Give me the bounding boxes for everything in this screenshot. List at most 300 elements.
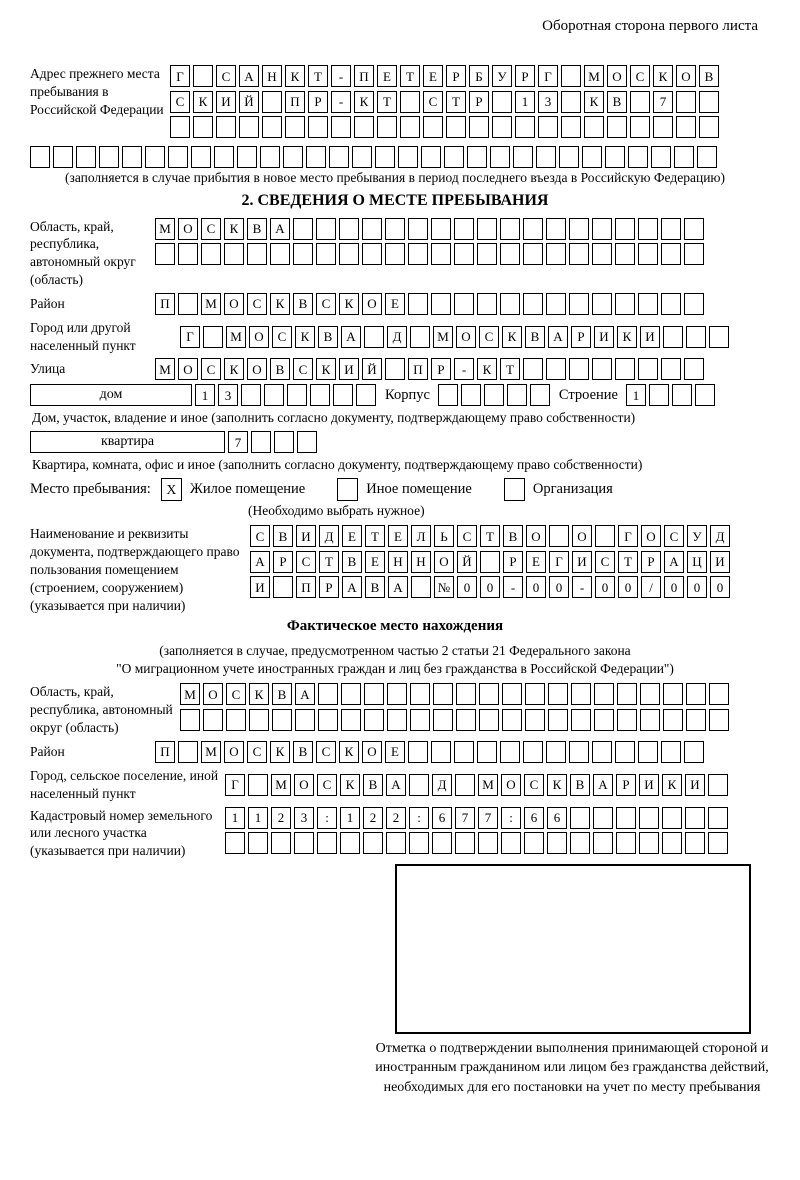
- char-box[interactable]: 6: [432, 807, 452, 829]
- char-box[interactable]: П: [354, 65, 374, 87]
- char-box[interactable]: С: [201, 218, 221, 240]
- char-box[interactable]: [479, 709, 499, 731]
- char-box[interactable]: К: [270, 293, 290, 315]
- char-box[interactable]: :: [317, 807, 337, 829]
- char-box[interactable]: [251, 431, 271, 453]
- char-box[interactable]: [638, 358, 658, 380]
- char-box[interactable]: [400, 91, 420, 113]
- char-box[interactable]: [615, 293, 635, 315]
- char-box[interactable]: Д: [432, 774, 452, 796]
- char-box[interactable]: [432, 832, 452, 854]
- char-box[interactable]: В: [318, 326, 338, 348]
- char-box[interactable]: [607, 116, 627, 138]
- char-box[interactable]: [318, 683, 338, 705]
- char-box[interactable]: [593, 832, 613, 854]
- char-box[interactable]: [239, 116, 259, 138]
- char-box[interactable]: [273, 576, 293, 598]
- char-box[interactable]: У: [687, 525, 707, 547]
- char-box[interactable]: В: [503, 525, 523, 547]
- char-box[interactable]: [684, 243, 704, 265]
- char-box[interactable]: О: [501, 774, 521, 796]
- char-box[interactable]: Й: [239, 91, 259, 113]
- char-box[interactable]: О: [456, 326, 476, 348]
- char-box[interactable]: [569, 358, 589, 380]
- char-box[interactable]: К: [617, 326, 637, 348]
- char-box[interactable]: Р: [446, 65, 466, 87]
- char-box[interactable]: А: [664, 551, 684, 573]
- char-box[interactable]: [216, 116, 236, 138]
- char-box[interactable]: [283, 146, 303, 168]
- char-box[interactable]: [201, 243, 221, 265]
- char-box[interactable]: [507, 384, 527, 406]
- char-box[interactable]: [593, 807, 613, 829]
- char-box[interactable]: [331, 116, 351, 138]
- char-box[interactable]: К: [340, 774, 360, 796]
- char-box[interactable]: И: [710, 551, 730, 573]
- char-box[interactable]: [684, 293, 704, 315]
- char-box[interactable]: [316, 218, 336, 240]
- char-box[interactable]: [287, 384, 307, 406]
- char-box[interactable]: [339, 243, 359, 265]
- char-box[interactable]: О: [676, 65, 696, 87]
- char-box[interactable]: [461, 384, 481, 406]
- char-box[interactable]: [444, 146, 464, 168]
- char-box[interactable]: №: [434, 576, 454, 598]
- char-box[interactable]: [546, 741, 566, 763]
- char-box[interactable]: [260, 146, 280, 168]
- char-box[interactable]: К: [584, 91, 604, 113]
- char-box[interactable]: С: [423, 91, 443, 113]
- char-box[interactable]: [285, 116, 305, 138]
- char-box[interactable]: [446, 116, 466, 138]
- char-box[interactable]: Т: [365, 525, 385, 547]
- char-box[interactable]: [584, 116, 604, 138]
- char-box[interactable]: 3: [218, 384, 238, 406]
- char-box[interactable]: [99, 146, 119, 168]
- char-box[interactable]: С: [316, 293, 336, 315]
- char-box[interactable]: [455, 774, 475, 796]
- char-box[interactable]: О: [294, 774, 314, 796]
- char-box[interactable]: Д: [387, 326, 407, 348]
- char-box[interactable]: [500, 243, 520, 265]
- char-box[interactable]: [615, 741, 635, 763]
- char-box[interactable]: [387, 683, 407, 705]
- char-box[interactable]: 3: [538, 91, 558, 113]
- char-box[interactable]: [515, 116, 535, 138]
- char-box[interactable]: 0: [710, 576, 730, 598]
- char-box[interactable]: Т: [308, 65, 328, 87]
- char-box[interactable]: [686, 709, 706, 731]
- char-box[interactable]: С: [595, 551, 615, 573]
- char-box[interactable]: [433, 709, 453, 731]
- char-box[interactable]: 0: [526, 576, 546, 598]
- char-box[interactable]: В: [570, 774, 590, 796]
- char-box[interactable]: [570, 832, 590, 854]
- char-box[interactable]: А: [239, 65, 259, 87]
- char-box[interactable]: 1: [195, 384, 215, 406]
- char-box[interactable]: К: [502, 326, 522, 348]
- char-box[interactable]: [168, 146, 188, 168]
- char-box[interactable]: С: [170, 91, 190, 113]
- char-box[interactable]: [364, 683, 384, 705]
- char-box[interactable]: [661, 741, 681, 763]
- char-box[interactable]: К: [285, 65, 305, 87]
- char-box[interactable]: [272, 709, 292, 731]
- char-box[interactable]: [364, 326, 384, 348]
- char-box[interactable]: [248, 832, 268, 854]
- char-box[interactable]: [684, 218, 704, 240]
- char-box[interactable]: [76, 146, 96, 168]
- char-box[interactable]: К: [193, 91, 213, 113]
- char-box[interactable]: [651, 146, 671, 168]
- char-box[interactable]: 1: [225, 807, 245, 829]
- char-box[interactable]: С: [247, 293, 267, 315]
- char-box[interactable]: Р: [308, 91, 328, 113]
- char-box[interactable]: [274, 431, 294, 453]
- char-box[interactable]: М: [180, 683, 200, 705]
- char-box[interactable]: [708, 774, 728, 796]
- char-box[interactable]: [411, 576, 431, 598]
- stay-type-checkbox-organization[interactable]: [504, 478, 525, 501]
- char-box[interactable]: :: [409, 807, 429, 829]
- char-box[interactable]: [431, 243, 451, 265]
- char-box[interactable]: [224, 243, 244, 265]
- char-box[interactable]: [674, 146, 694, 168]
- char-box[interactable]: [546, 293, 566, 315]
- char-box[interactable]: [492, 116, 512, 138]
- char-box[interactable]: К: [354, 91, 374, 113]
- char-box[interactable]: [410, 683, 430, 705]
- char-box[interactable]: [170, 116, 190, 138]
- char-box[interactable]: А: [250, 551, 270, 573]
- char-box[interactable]: [663, 709, 683, 731]
- char-box[interactable]: [638, 741, 658, 763]
- char-box[interactable]: [569, 218, 589, 240]
- char-box[interactable]: [569, 741, 589, 763]
- char-box[interactable]: [663, 683, 683, 705]
- char-box[interactable]: И: [296, 525, 316, 547]
- char-box[interactable]: [640, 683, 660, 705]
- char-box[interactable]: Р: [515, 65, 535, 87]
- char-box[interactable]: [661, 218, 681, 240]
- char-box[interactable]: 0: [480, 576, 500, 598]
- char-box[interactable]: К: [316, 358, 336, 380]
- char-box[interactable]: А: [270, 218, 290, 240]
- char-box[interactable]: Р: [431, 358, 451, 380]
- char-box[interactable]: [502, 683, 522, 705]
- char-box[interactable]: [523, 741, 543, 763]
- char-box[interactable]: [546, 243, 566, 265]
- char-box[interactable]: Т: [377, 91, 397, 113]
- char-box[interactable]: [409, 774, 429, 796]
- char-box[interactable]: Т: [480, 525, 500, 547]
- char-box[interactable]: [178, 243, 198, 265]
- char-box[interactable]: [340, 832, 360, 854]
- char-box[interactable]: П: [408, 358, 428, 380]
- char-box[interactable]: [561, 65, 581, 87]
- char-box[interactable]: [433, 683, 453, 705]
- char-box[interactable]: [638, 243, 658, 265]
- char-box[interactable]: [477, 741, 497, 763]
- char-box[interactable]: [676, 116, 696, 138]
- char-box[interactable]: [356, 384, 376, 406]
- char-box[interactable]: И: [594, 326, 614, 348]
- char-box[interactable]: [490, 146, 510, 168]
- char-box[interactable]: С: [293, 358, 313, 380]
- char-box[interactable]: С: [216, 65, 236, 87]
- char-box[interactable]: -: [454, 358, 474, 380]
- char-box[interactable]: А: [548, 326, 568, 348]
- char-box[interactable]: Н: [411, 551, 431, 573]
- char-box[interactable]: [317, 832, 337, 854]
- char-box[interactable]: Н: [388, 551, 408, 573]
- char-box[interactable]: И: [685, 774, 705, 796]
- char-box[interactable]: К: [339, 293, 359, 315]
- char-box[interactable]: [639, 832, 659, 854]
- char-box[interactable]: [377, 116, 397, 138]
- char-box[interactable]: О: [224, 741, 244, 763]
- char-box[interactable]: [672, 384, 692, 406]
- char-box[interactable]: [293, 218, 313, 240]
- char-box[interactable]: [122, 146, 142, 168]
- char-box[interactable]: П: [155, 741, 175, 763]
- char-box[interactable]: В: [607, 91, 627, 113]
- char-box[interactable]: [271, 832, 291, 854]
- char-box[interactable]: [408, 741, 428, 763]
- char-box[interactable]: О: [247, 358, 267, 380]
- char-box[interactable]: [569, 243, 589, 265]
- char-box[interactable]: 2: [271, 807, 291, 829]
- char-box[interactable]: [663, 326, 683, 348]
- char-box[interactable]: [454, 243, 474, 265]
- char-box[interactable]: [363, 832, 383, 854]
- char-box[interactable]: 0: [687, 576, 707, 598]
- char-box[interactable]: А: [593, 774, 613, 796]
- char-box[interactable]: [559, 146, 579, 168]
- char-box[interactable]: [662, 832, 682, 854]
- char-box[interactable]: [477, 218, 497, 240]
- char-box[interactable]: [549, 525, 569, 547]
- char-box[interactable]: [699, 91, 719, 113]
- char-box[interactable]: 2: [386, 807, 406, 829]
- char-box[interactable]: М: [155, 358, 175, 380]
- char-box[interactable]: [308, 116, 328, 138]
- char-box[interactable]: Т: [618, 551, 638, 573]
- char-box[interactable]: [408, 243, 428, 265]
- char-box[interactable]: [226, 709, 246, 731]
- char-box[interactable]: [398, 146, 418, 168]
- char-box[interactable]: О: [178, 218, 198, 240]
- char-box[interactable]: 7: [228, 431, 248, 453]
- char-box[interactable]: [295, 709, 315, 731]
- char-box[interactable]: [385, 243, 405, 265]
- char-box[interactable]: 7: [455, 807, 475, 829]
- char-box[interactable]: 0: [595, 576, 615, 598]
- char-box[interactable]: [408, 218, 428, 240]
- char-box[interactable]: [454, 293, 474, 315]
- char-box[interactable]: [264, 384, 284, 406]
- char-box[interactable]: [316, 243, 336, 265]
- char-box[interactable]: А: [386, 774, 406, 796]
- char-box[interactable]: [617, 709, 637, 731]
- char-box[interactable]: М: [584, 65, 604, 87]
- char-box[interactable]: С: [247, 741, 267, 763]
- char-box[interactable]: А: [341, 326, 361, 348]
- char-box[interactable]: [454, 741, 474, 763]
- char-box[interactable]: [685, 832, 705, 854]
- char-box[interactable]: [592, 358, 612, 380]
- char-box[interactable]: [571, 709, 591, 731]
- char-box[interactable]: К: [249, 683, 269, 705]
- char-box[interactable]: [546, 358, 566, 380]
- char-box[interactable]: [329, 146, 349, 168]
- char-box[interactable]: 0: [618, 576, 638, 598]
- char-box[interactable]: :: [501, 807, 521, 829]
- char-box[interactable]: В: [272, 683, 292, 705]
- char-box[interactable]: О: [249, 326, 269, 348]
- char-box[interactable]: 7: [653, 91, 673, 113]
- char-box[interactable]: [400, 116, 420, 138]
- char-box[interactable]: [628, 146, 648, 168]
- char-box[interactable]: [385, 218, 405, 240]
- char-box[interactable]: [569, 293, 589, 315]
- char-box[interactable]: [500, 293, 520, 315]
- char-box[interactable]: [571, 683, 591, 705]
- char-box[interactable]: С: [201, 358, 221, 380]
- char-box[interactable]: К: [270, 741, 290, 763]
- char-box[interactable]: Г: [170, 65, 190, 87]
- char-box[interactable]: [293, 243, 313, 265]
- char-box[interactable]: Г: [618, 525, 638, 547]
- char-box[interactable]: [387, 709, 407, 731]
- char-box[interactable]: В: [365, 576, 385, 598]
- char-box[interactable]: [469, 116, 489, 138]
- char-box[interactable]: Е: [365, 551, 385, 573]
- char-box[interactable]: [638, 293, 658, 315]
- char-box[interactable]: [661, 293, 681, 315]
- char-box[interactable]: [630, 116, 650, 138]
- char-box[interactable]: [592, 293, 612, 315]
- char-box[interactable]: -: [331, 91, 351, 113]
- char-box[interactable]: [341, 683, 361, 705]
- char-box[interactable]: -: [572, 576, 592, 598]
- char-box[interactable]: В: [293, 293, 313, 315]
- char-box[interactable]: Р: [571, 326, 591, 348]
- char-box[interactable]: [686, 326, 706, 348]
- char-box[interactable]: [684, 741, 704, 763]
- char-box[interactable]: Г: [549, 551, 569, 573]
- char-box[interactable]: 0: [549, 576, 569, 598]
- char-box[interactable]: [500, 218, 520, 240]
- char-box[interactable]: К: [339, 741, 359, 763]
- char-box[interactable]: 3: [294, 807, 314, 829]
- char-box[interactable]: В: [699, 65, 719, 87]
- char-box[interactable]: В: [247, 218, 267, 240]
- char-box[interactable]: Е: [377, 65, 397, 87]
- char-box[interactable]: М: [201, 741, 221, 763]
- char-box[interactable]: В: [363, 774, 383, 796]
- char-box[interactable]: С: [296, 551, 316, 573]
- char-box[interactable]: [456, 709, 476, 731]
- char-box[interactable]: [352, 146, 372, 168]
- char-box[interactable]: /: [641, 576, 661, 598]
- char-box[interactable]: Б: [469, 65, 489, 87]
- char-box[interactable]: [501, 832, 521, 854]
- char-box[interactable]: [214, 146, 234, 168]
- char-box[interactable]: [523, 358, 543, 380]
- char-box[interactable]: -: [503, 576, 523, 598]
- char-box[interactable]: С: [226, 683, 246, 705]
- char-box[interactable]: Р: [503, 551, 523, 573]
- char-box[interactable]: Е: [385, 741, 405, 763]
- char-box[interactable]: [653, 116, 673, 138]
- char-box[interactable]: [385, 358, 405, 380]
- char-box[interactable]: С: [272, 326, 292, 348]
- char-box[interactable]: Й: [362, 358, 382, 380]
- char-box[interactable]: К: [224, 358, 244, 380]
- char-box[interactable]: [661, 243, 681, 265]
- char-box[interactable]: [180, 709, 200, 731]
- char-box[interactable]: О: [362, 741, 382, 763]
- char-box[interactable]: [605, 146, 625, 168]
- char-box[interactable]: О: [178, 358, 198, 380]
- char-box[interactable]: В: [525, 326, 545, 348]
- char-box[interactable]: 1: [626, 384, 646, 406]
- char-box[interactable]: В: [342, 551, 362, 573]
- char-box[interactable]: [595, 525, 615, 547]
- char-box[interactable]: Р: [616, 774, 636, 796]
- char-box[interactable]: [492, 91, 512, 113]
- char-box[interactable]: О: [224, 293, 244, 315]
- char-box[interactable]: [178, 741, 198, 763]
- char-box[interactable]: К: [224, 218, 244, 240]
- char-box[interactable]: О: [203, 683, 223, 705]
- char-box[interactable]: Г: [225, 774, 245, 796]
- char-box[interactable]: [561, 91, 581, 113]
- char-box[interactable]: [561, 116, 581, 138]
- char-box[interactable]: [362, 218, 382, 240]
- char-box[interactable]: [617, 683, 637, 705]
- char-box[interactable]: [709, 709, 729, 731]
- char-box[interactable]: [484, 384, 504, 406]
- char-box[interactable]: [500, 741, 520, 763]
- char-box[interactable]: О: [434, 551, 454, 573]
- char-box[interactable]: [431, 218, 451, 240]
- char-box[interactable]: 6: [547, 807, 567, 829]
- char-box[interactable]: [421, 146, 441, 168]
- char-box[interactable]: [616, 807, 636, 829]
- char-box[interactable]: [333, 384, 353, 406]
- char-box[interactable]: [594, 683, 614, 705]
- char-box[interactable]: И: [250, 576, 270, 598]
- char-box[interactable]: Р: [469, 91, 489, 113]
- char-box[interactable]: М: [201, 293, 221, 315]
- char-box[interactable]: В: [293, 741, 313, 763]
- char-box[interactable]: [615, 243, 635, 265]
- char-box[interactable]: [423, 116, 443, 138]
- char-box[interactable]: [438, 384, 458, 406]
- char-box[interactable]: [145, 146, 165, 168]
- char-box[interactable]: [570, 807, 590, 829]
- char-box[interactable]: [513, 146, 533, 168]
- char-box[interactable]: М: [155, 218, 175, 240]
- char-box[interactable]: [661, 358, 681, 380]
- char-box[interactable]: [193, 65, 213, 87]
- char-box[interactable]: [294, 832, 314, 854]
- char-box[interactable]: О: [572, 525, 592, 547]
- char-box[interactable]: [310, 384, 330, 406]
- char-box[interactable]: Е: [423, 65, 443, 87]
